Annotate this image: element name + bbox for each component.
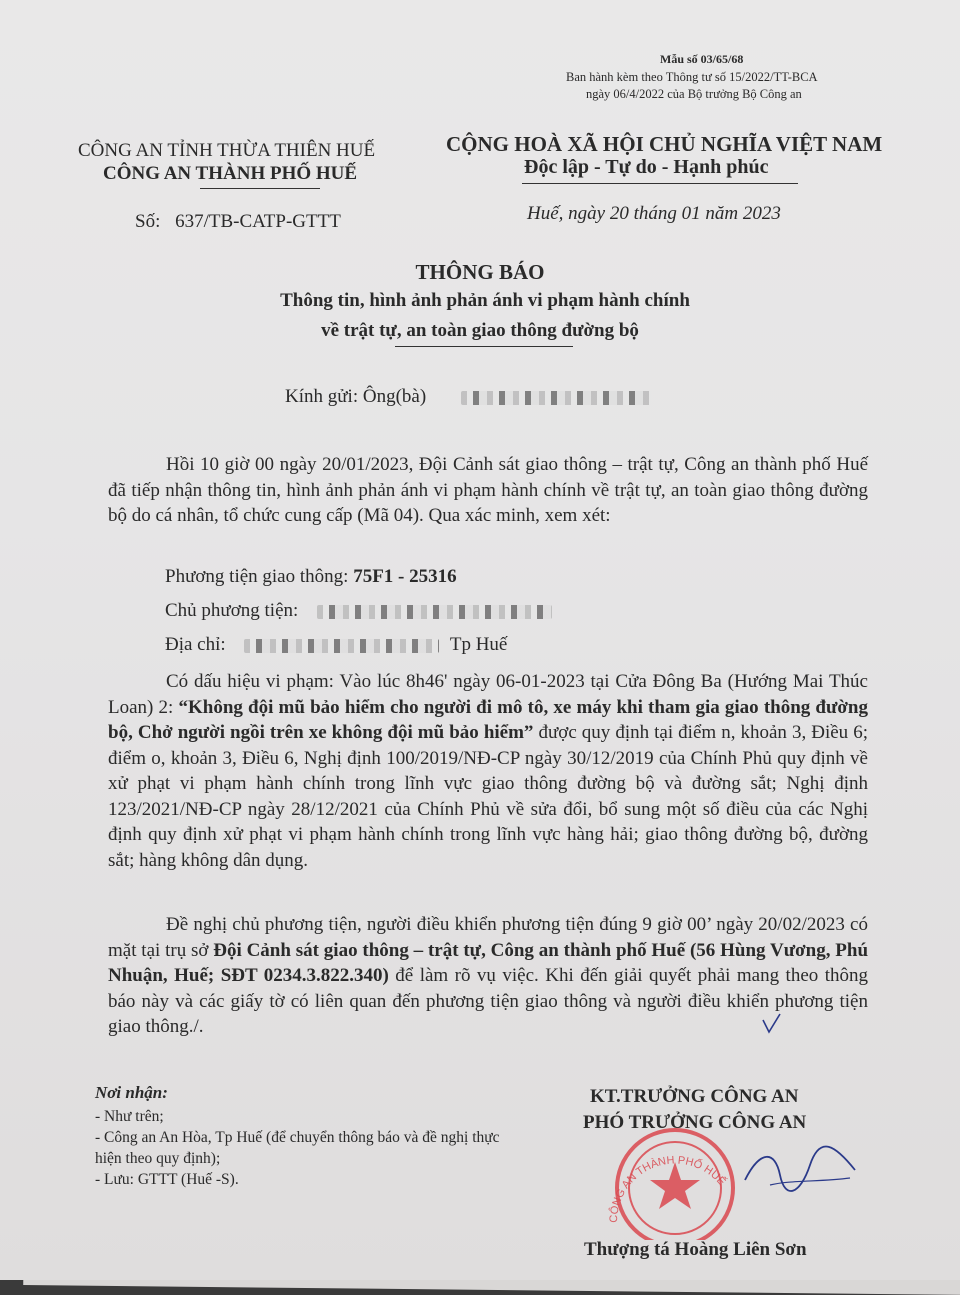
nation-title: CỘNG HOÀ XÃ HỘI CHỦ NGHĨA VIỆT NAM: [446, 132, 883, 156]
owner-label: Chủ phương tiện:: [165, 600, 299, 621]
form-code: Mẫu số 03/65/68: [660, 52, 744, 66]
paragraph-request: [108, 912, 868, 1040]
handwritten-tick-icon: [760, 1012, 784, 1036]
place-date: Huế, ngày 20 tháng 01 năm 2023: [527, 203, 781, 224]
request-location: Đội Cảnh sát giao thông – trật tự, Công an thành phố Huế (56 Hùng Vương, Phú Nhuận, Huế; SĐT 0234.3.822.340): [108, 939, 869, 986]
redacted-address: [244, 639, 439, 653]
agency-parent: CÔNG AN TỈNH THỪA THIÊN HUẾ: [78, 140, 376, 161]
address-line: [165, 634, 507, 656]
issued-note-line1: Ban hành kèm theo Thông tư số 15/2022/TT-BCA: [566, 70, 818, 84]
document-subtitle-2: về trật tự, an toàn giao thông đường bộ: [321, 320, 639, 341]
violation-description: “Không đội mũ bảo hiểm cho người đi mô tô, xe máy khi tham gia giao thông đường bộ, Chở người ngồi trên xe không đội mũ bảo hiểm”: [108, 696, 868, 743]
svg-text:CÔNG AN THÀNH PHỐ HUẾ: CÔNG AN THÀNH PHỐ HUẾ: [607, 1154, 728, 1223]
motto: Độc lập - Tự do - Hạnh phúc: [524, 156, 769, 178]
vehicle-line: [165, 566, 457, 588]
vehicle-label: Phương tiện giao thông:: [165, 566, 349, 587]
document-number: [135, 211, 341, 233]
greeting-label: Kính gửi: Ông(bà): [285, 386, 427, 407]
document-number-value: 637/TB-CATP-GTTT: [175, 211, 341, 232]
redacted-name: [461, 391, 651, 405]
handwritten-signature-icon: [740, 1140, 860, 1200]
address-label: Địa chỉ:: [165, 634, 226, 655]
recipient-item: - Như trên;: [95, 1108, 164, 1125]
issued-note: [566, 69, 818, 103]
greeting: [285, 386, 651, 408]
issued-note-line2: ngày 06/4/2022 của Bộ trưởng Bộ Công an: [586, 87, 802, 101]
document-subtitle-1: Thông tin, hình ảnh phản ánh vi phạm hành chính: [280, 290, 690, 311]
document-title: THÔNG BÁO: [415, 260, 545, 284]
violation-intro: Có dấu hiệu vi phạm: Vào lúc 8h46' ngày 06-01-2023 tại Cửa Đông Ba (Hướng Mai Thúc Loan) 2:: [108, 671, 868, 718]
agency-name: CÔNG AN THÀNH PHỐ HUẾ: [103, 163, 358, 184]
signer-name: Thượng tá Hoàng Liên Sơn: [584, 1239, 807, 1260]
signature-title-2: PHÓ TRƯỞNG CÔNG AN: [583, 1112, 807, 1133]
request-intro: Đề nghị chủ phương tiện, người điều khiển phương tiện đúng 9 giờ 00’ ngày 20/02/2023 có mặt tại trụ sở: [108, 914, 868, 961]
motto-underline: [522, 183, 798, 184]
paragraph-intro: Hồi 10 giờ 00 ngày 20/01/2023, Đội Cảnh sát giao thông – trật tự, Công an thành phố Huế đã tiếp nhận thông tin, hình ảnh phản ánh vi phạm hành chính về trật tự, an toàn giao thông đường bộ do cá nhân, tổ chức cung cấp (Mã 04). Qua xác minh, xem xét:: [108, 454, 868, 526]
agency-underline: [200, 188, 320, 189]
subtitle-underline: [395, 346, 573, 347]
official-seal-icon: [600, 1120, 750, 1240]
recipient-item: - Công an An Hòa, Tp Huế (để chuyển thông báo và đề nghị thực hiện theo quy định);: [95, 1129, 500, 1167]
violation-legal-basis: được quy định tại điểm n, khoản 3, Điều 6; điểm o, khoản 3, Điều 6, Nghị định 100/2019/NĐ-CP ngày 30/12/2019 của Chính Phủ quy định về xử phạt vi phạm hành chính trong lĩnh vực giao thông đường bộ và đường sắt; Nghị định 123/2021/NĐ-CP ngày 28/12/2021 của Chính Phủ về sửa đổi, bổ sung một số điều của các Nghị định quy định xử phạt vi phạm hành chính trong lĩnh vực hàng hải; giao thông đường bộ, đường sắt; hàng không dân dụng.: [108, 722, 869, 871]
owner-line: [165, 600, 552, 622]
request-instructions: để làm rõ vụ việc. Khi đến giải quyết phải mang theo thông báo này và các giấy tờ có liên quan đến phương tiện giao thông và người điều khiển phương tiện giao thông./.: [108, 965, 868, 1037]
document-number-label: Số:: [135, 211, 161, 232]
signature-title-1: KT.TRƯỞNG CÔNG AN: [590, 1086, 799, 1107]
redacted-owner: [317, 605, 552, 619]
recipients-list: [95, 1106, 515, 1190]
address-tail: Tp Huế: [449, 634, 508, 655]
recipient-item: - Lưu: GTTT (Huế -S).: [95, 1171, 239, 1188]
vehicle-plate: 75F1 - 25316: [353, 566, 457, 587]
paragraph-violation: [108, 669, 868, 873]
recipients-label: Nơi nhận:: [95, 1083, 168, 1102]
